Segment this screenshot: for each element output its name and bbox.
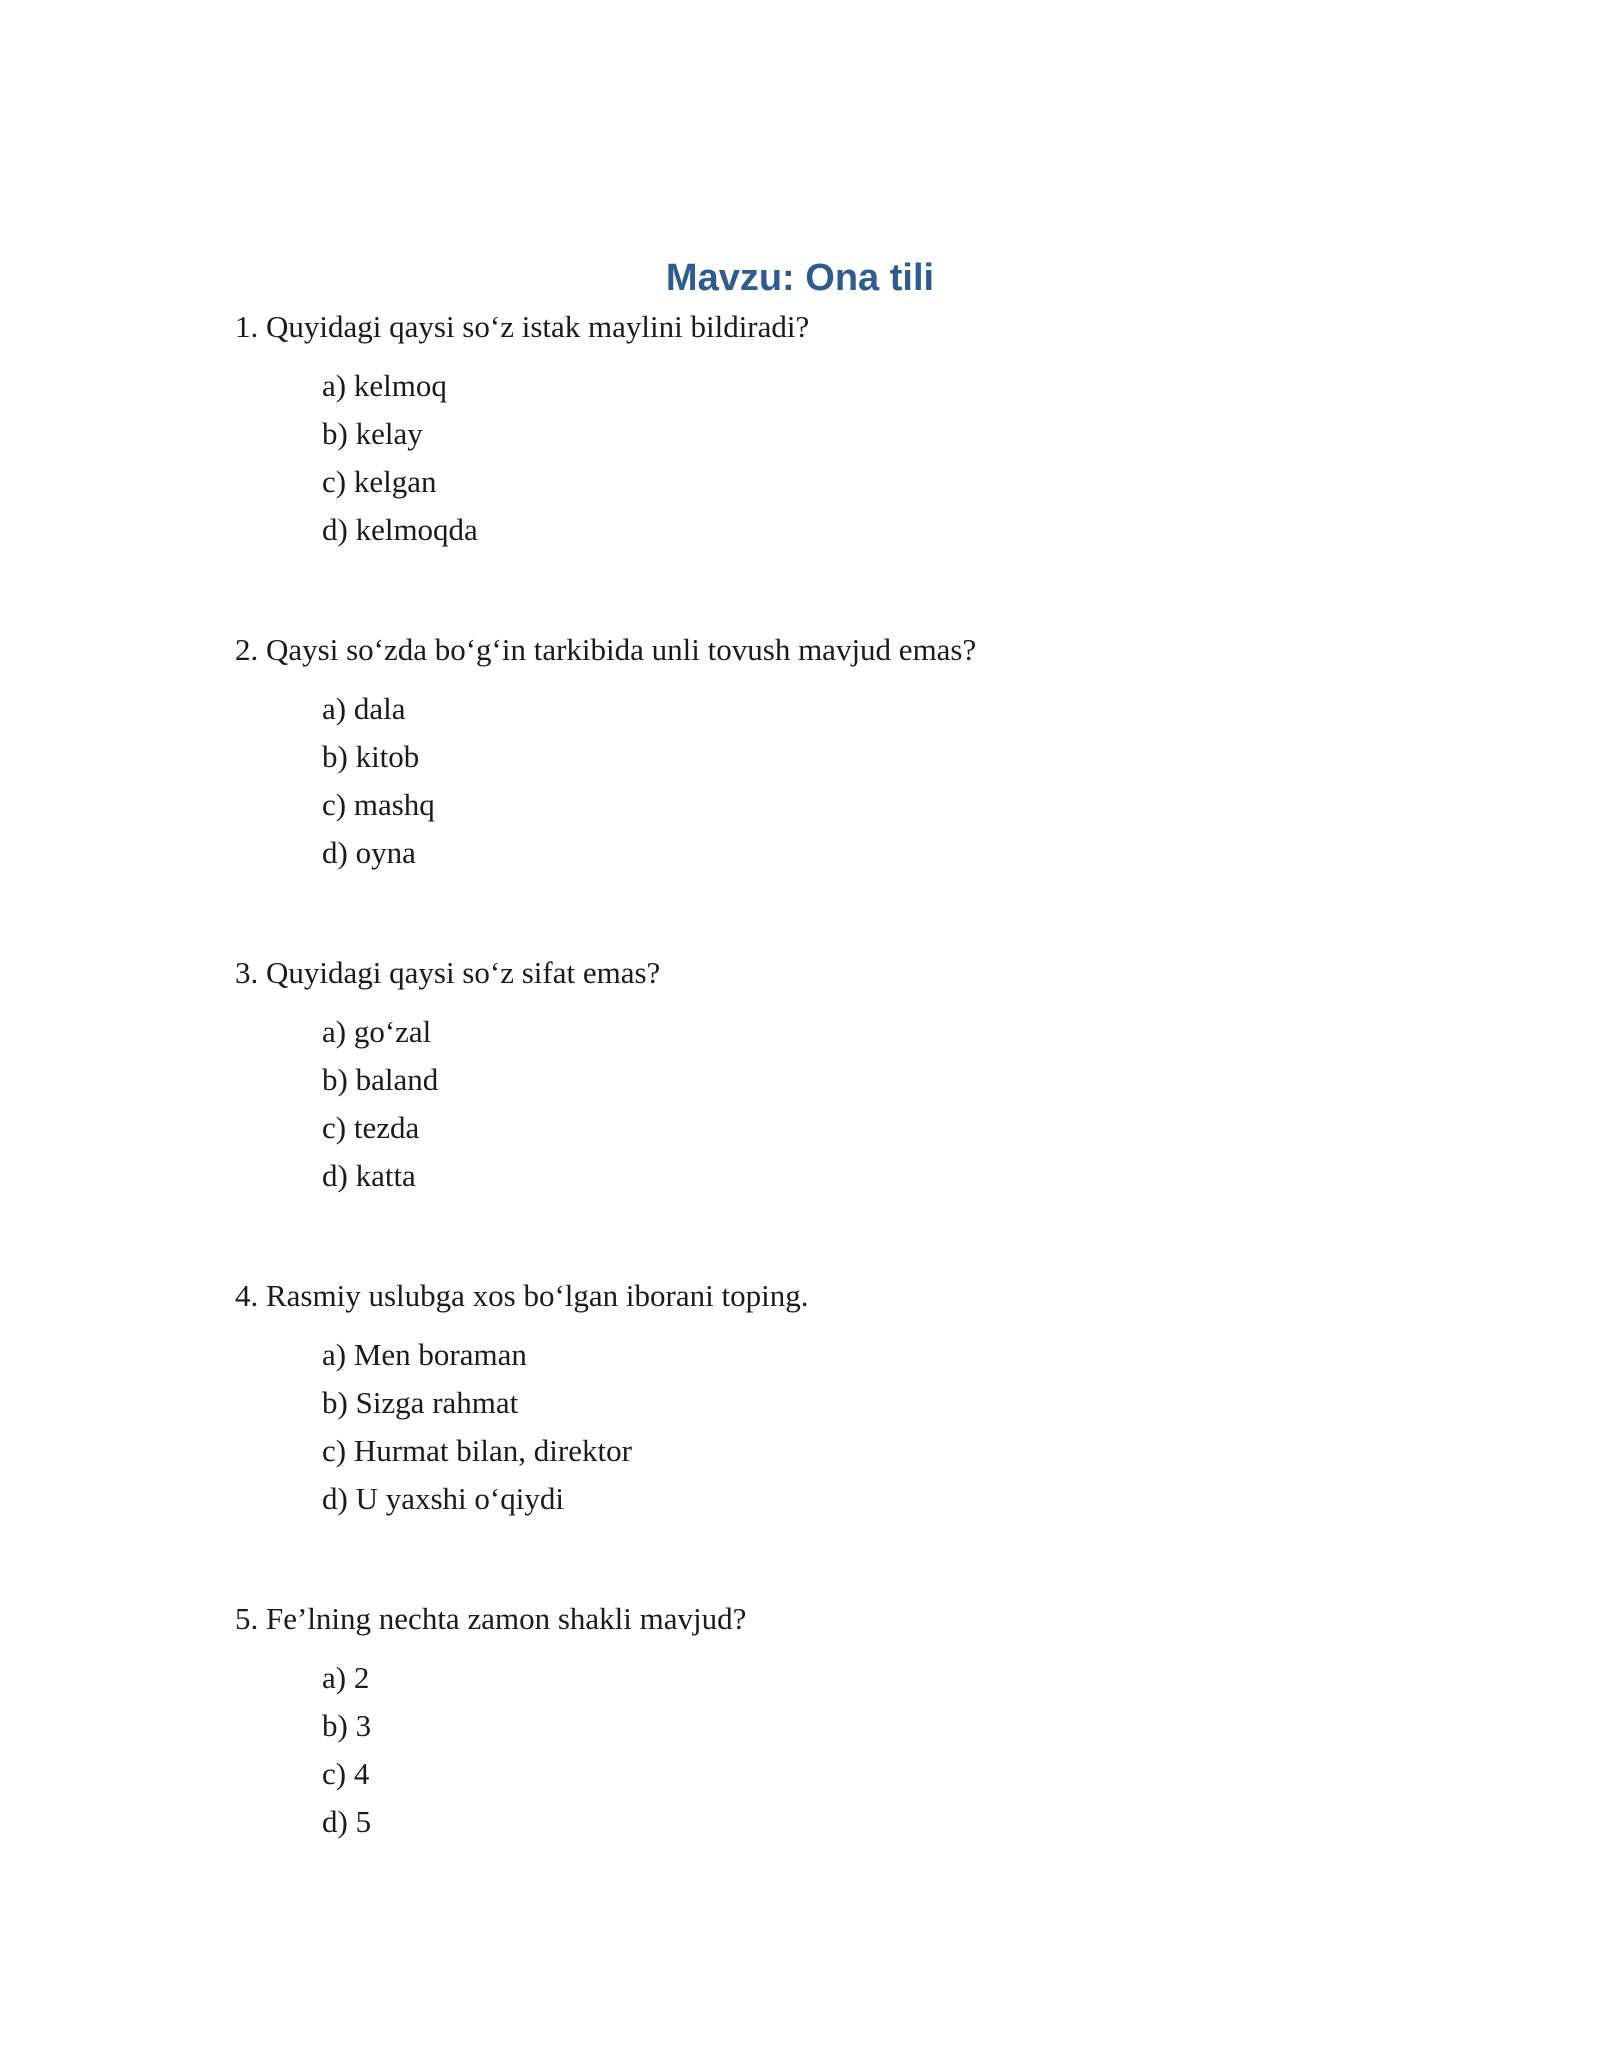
question-5-options	[235, 1654, 1480, 1846]
question-3-option-c: c) tezda	[322, 1110, 420, 1145]
question-2-option-c: c) mashq	[322, 787, 435, 822]
question-5-option-c: c) 4	[322, 1756, 370, 1791]
question-2-prompt: 2. Qaysi soʻzda boʻgʻin tarkibida unli tovush mavjud emas?	[235, 632, 977, 667]
question-5-option-d: d) 5	[322, 1804, 372, 1839]
question-3-prompt: 3. Quyidagi qaysi soʻz sifat emas?	[235, 955, 661, 990]
page-title: Mavzu: Ona tili	[665, 257, 935, 299]
question-5-option-a: a) 2	[322, 1660, 370, 1695]
question-4-option-a: a) Men boraman	[322, 1337, 527, 1372]
question-5-option-b: b) 3	[322, 1708, 372, 1743]
question-block-2	[235, 633, 1480, 877]
question-3-option-d: d) katta	[322, 1158, 416, 1193]
question-4-option-b: b) Sizga rahmat	[322, 1385, 519, 1420]
question-4-prompt: 4. Rasmiy uslubga xos boʻlgan iborani toping.	[235, 1278, 809, 1313]
question-1-option-a: a) kelmoq	[322, 368, 447, 403]
question-block-3	[235, 956, 1480, 1200]
question-4-options	[235, 1331, 1480, 1523]
question-3-option-b: b) baland	[322, 1062, 439, 1097]
question-1-options	[235, 362, 1480, 554]
question-1-option-b: b) kelay	[322, 416, 423, 451]
question-1-option-d: d) kelmoqda	[322, 512, 478, 547]
question-4-option-d: d) U yaxshi oʻqiydi	[322, 1481, 564, 1516]
question-2-option-a: a) dala	[322, 691, 406, 726]
question-block-1	[235, 310, 1480, 554]
document-page	[0, 256, 1600, 1846]
question-block-4	[235, 1279, 1480, 1523]
question-2-options	[235, 685, 1480, 877]
question-2-option-b: b) kitob	[322, 739, 420, 774]
question-block-5	[235, 1602, 1480, 1846]
question-4-option-c: c) Hurmat bilan, direktor	[322, 1433, 632, 1468]
question-5-prompt: 5. Fe’lning nechta zamon shakli mavjud?	[235, 1601, 747, 1636]
question-1-option-c: c) kelgan	[322, 464, 437, 499]
question-1-prompt: 1. Quyidagi qaysi soʻz istak maylini bildiradi?	[235, 309, 810, 344]
question-3-options	[235, 1008, 1480, 1200]
question-3-option-a: a) goʻzal	[322, 1014, 432, 1049]
question-2-option-d: d) oyna	[322, 835, 416, 870]
document-body	[0, 310, 1600, 1846]
